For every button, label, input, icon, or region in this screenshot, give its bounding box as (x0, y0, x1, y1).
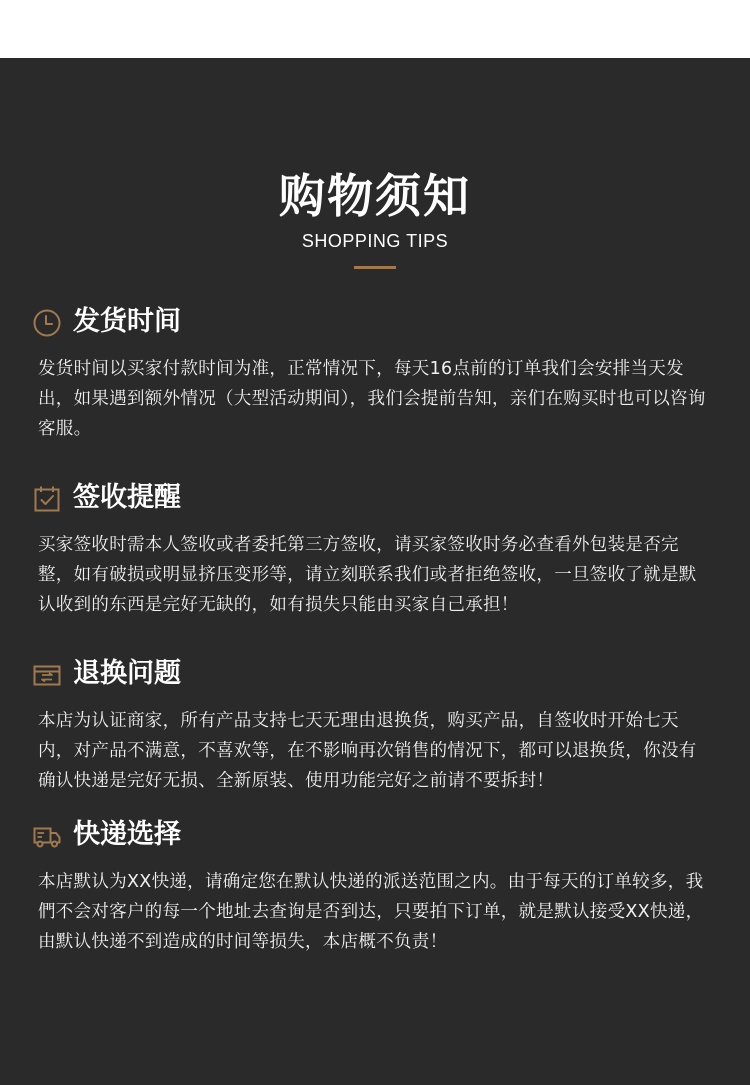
section-header (0, 815, 750, 855)
top-white-strip (0, 0, 750, 58)
section-title: 发货时间 (73, 306, 181, 337)
calendar-check-icon (32, 484, 62, 514)
section-title: 快递选择 (73, 819, 181, 850)
section-header (0, 478, 750, 518)
section-body: 本店为认证商家，所有产品支持七天无理由退换货，购买产品，自签收时开始七天内，对产品不满意，不喜欢等，在不影响再次销售的情况下，都可以退换货，你没有确认快递是完好无损、全新原装、使用功能完好之前请不要拆封！ (38, 711, 697, 791)
section-delivery-reminder (0, 478, 750, 620)
section-returns (0, 654, 750, 796)
section-body: 发货时间以买家付款时间为准，正常情况下，每天16点前的订单我们会安排当天发出，如果遇到额外情况（大型活动期间），我们会提前告知，亲们在购买时也可以咨询客服。 (38, 359, 706, 439)
section-header (0, 302, 750, 342)
delivery-truck-icon (32, 821, 62, 851)
return-box-icon (32, 660, 62, 690)
section-header (0, 654, 750, 694)
section-body: 买家签收时需本人签收或者委托第三方签收，请买家签收时务必查看外包装是否完整，如有破损或明显挤压变形等，请立刻联系我们或者拒绝签收，一旦签收了就是默认收到的东西是完好无缺的，如有损失只能由买家自己承担！ (38, 535, 697, 615)
title-divider (354, 266, 396, 269)
page-subtitle: SHOPPING TIPS (301, 231, 449, 251)
section-title: 退换问题 (73, 658, 181, 689)
section-title: 签收提醒 (73, 482, 181, 513)
section-body: 本店默认为XX快递，请确定您在默认快递的派送范围之内。由于每天的订单较多，我們不会对客户的每一个地址去查询是否到达，只要拍下订单，就是默认接受XX快递，由默认快递不到造成的时间等损失，本店概不负责！ (38, 872, 704, 952)
page-title: 购物须知 (279, 169, 471, 223)
section-shipping-time (0, 302, 750, 444)
clock-icon (32, 308, 62, 338)
section-courier (0, 815, 750, 957)
page-heading (0, 168, 750, 269)
shopping-tips-panel (0, 58, 750, 1085)
